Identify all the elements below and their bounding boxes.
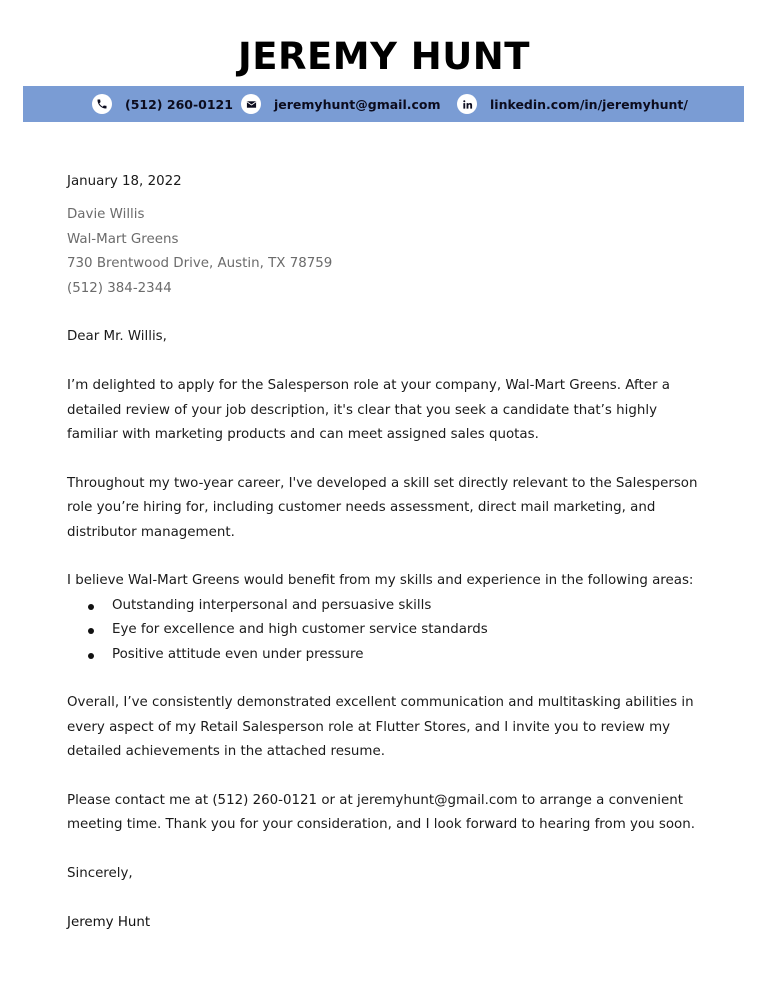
paragraph-skills-intro: I believe Wal-Mart Greens would benefit from my skills and experience in the following areas: xyxy=(67,573,694,589)
paragraph-experience: Throughout my two-year career, I've developed a skill set directly relevant to the Salesperson role you’re hiring for, including customer needs assessment, direct mail marketing, and distributor management. xyxy=(67,475,698,540)
letter-date: January 18, 2022 xyxy=(67,174,182,189)
paragraph-contact: Please contact me at (512) 260-0121 or at jeremyhunt@gmail.com to arrange a convenient meeting time. Thank you for your consideration, and I look forward to hearing from you soon. xyxy=(67,793,695,833)
skills-list xyxy=(67,594,707,667)
letter-body xyxy=(67,170,707,935)
contact-email-text: jeremyhunt@gmail.com xyxy=(274,96,441,112)
recipient-company: Wal-Mart Greens xyxy=(67,231,179,247)
paragraph-intro: I’m delighted to apply for the Salesperson role at your company, Wal-Mart Greens. After a detailed review of your job description, it's clear that you seek a candidate that’s highly familiar with marketing products and can meet assigned sales quotas. xyxy=(67,378,670,443)
list-item: Outstanding interpersonal and persuasive skills xyxy=(67,594,707,618)
recipient-block xyxy=(67,203,707,301)
closing: Sincerely, xyxy=(67,866,133,882)
recipient-address: 730 Brentwood Drive, Austin, TX 78759 xyxy=(67,256,333,272)
contact-bar xyxy=(23,86,744,122)
list-item: Eye for excellence and high customer service standards xyxy=(67,618,707,642)
salutation: Dear Mr. Willis, xyxy=(67,329,167,345)
list-item: Positive attitude even under pressure xyxy=(67,643,707,667)
email-icon xyxy=(241,94,261,114)
contact-phone[interactable] xyxy=(92,86,233,122)
linkedin-icon xyxy=(457,94,477,114)
paragraph-summary: Overall, I’ve consistently demonstrated excellent communication and multitasking abilities in every aspect of my Retail Salesperson role at Flutter Stores, and I invite you to review my detailed achievements in the attached resume. xyxy=(67,695,694,760)
phone-icon xyxy=(92,94,112,114)
applicant-name: JEREMY HUNT xyxy=(237,35,530,78)
contact-linkedin[interactable] xyxy=(457,86,688,122)
contact-linkedin-text: linkedin.com/in/jeremyhunt/ xyxy=(490,96,688,112)
signature: Jeremy Hunt xyxy=(67,915,151,931)
contact-phone-text: (512) 260-0121 xyxy=(125,96,233,112)
contact-email[interactable] xyxy=(241,86,441,122)
recipient-name: Davie Willis xyxy=(67,207,145,223)
recipient-phone: (512) 384-2344 xyxy=(67,280,172,296)
